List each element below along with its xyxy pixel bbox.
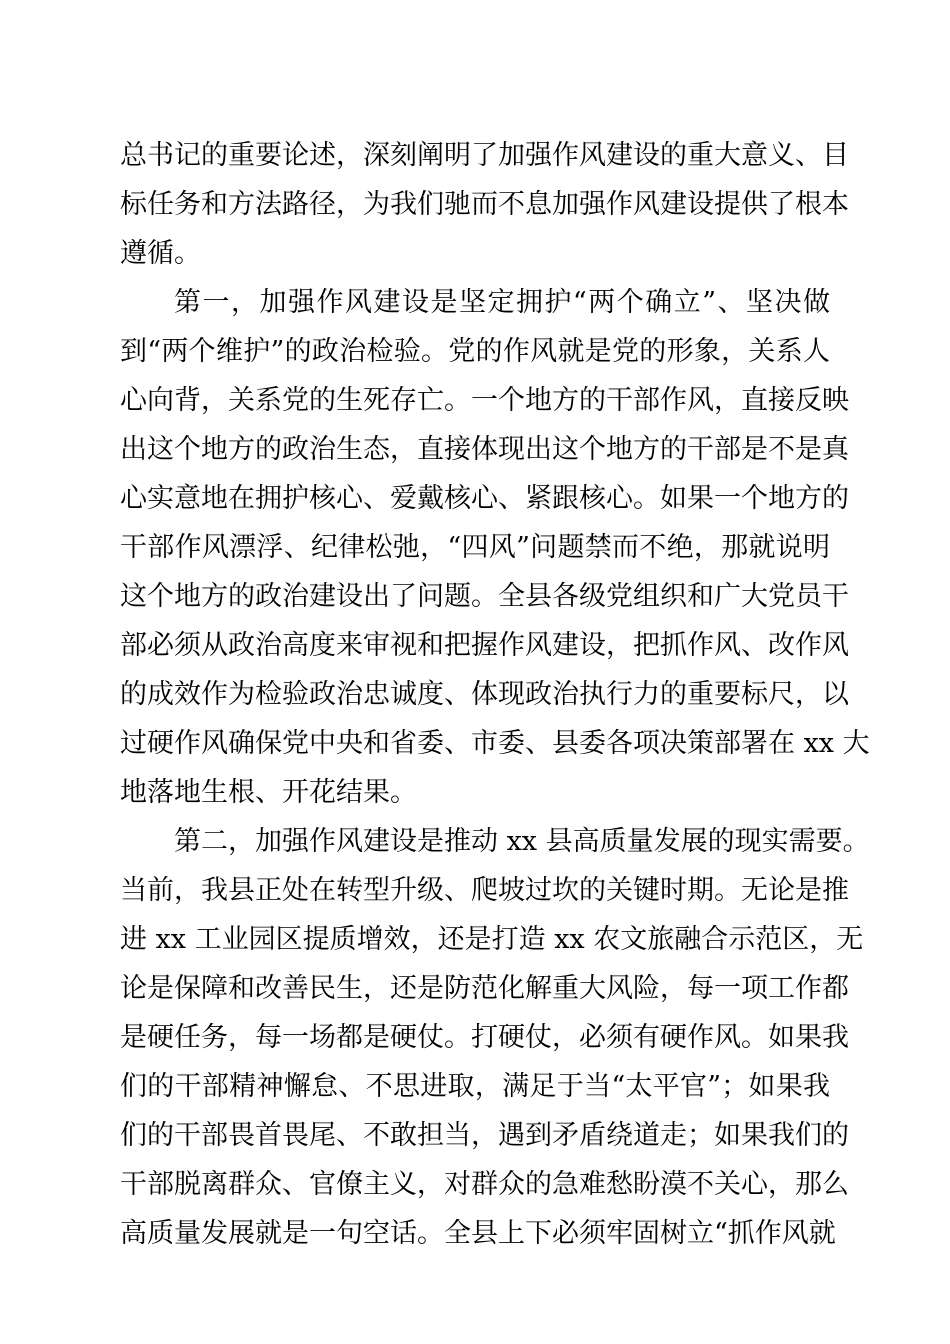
text-line: 遵循。 xyxy=(120,238,201,269)
text-line: 地落地生根、开花结果。 xyxy=(120,777,417,808)
text-line: 心实意地在拥护核心、爱戴核心、紧跟核心。如果一个地方的 xyxy=(120,483,849,514)
text-line: 干部脱离群众、官僚主义，对群众的急难愁盼漠不关心，那么 xyxy=(120,1169,849,1200)
text-line: 过硬作风确保党中央和省委、市委、县委各项决策部署在 xx 大 xyxy=(120,728,870,759)
text-line: 们的干部精神懈怠、不思进取，满足于当“太平官”；如果我 xyxy=(120,1071,830,1102)
text-line: 心向背，关系党的生死存亡。一个地方的干部作风，直接反映 xyxy=(120,385,849,416)
text-line: 当前，我县正处在转型升级、爬坡过坎的关键时期。无论是推 xyxy=(120,875,849,906)
text-line: 是硬任务，每一场都是硬仗。打硬仗，必须有硬作风。如果我 xyxy=(120,1022,849,1053)
paragraph-first-line: 第一，加强作风建设是坚定拥护“两个确立”、坚决做 xyxy=(174,287,830,318)
text-line: 标任务和方法路径，为我们驰而不息加强作风建设提供了根本 xyxy=(120,189,849,220)
text-line: 部必须从政治高度来审视和把握作风建设，把抓作风、改作风 xyxy=(120,630,849,661)
text-line: 论是保障和改善民生，还是防范化解重大风险，每一项工作都 xyxy=(120,973,849,1004)
text-line: 总书记的重要论述，深刻阐明了加强作风建设的重大意义、目 xyxy=(120,140,849,171)
text-line: 到“两个维护”的政治检验。党的作风就是党的形象，关系人 xyxy=(120,336,830,367)
text-line: 干部作风漂浮、纪律松弛，“四风”问题禁而不绝，那就说明 xyxy=(120,532,830,563)
text-line: 出这个地方的政治生态，直接体现出这个地方的干部是不是真 xyxy=(120,434,849,465)
text-line: 这个地方的政治建设出了问题。全县各级党组织和广大党员干 xyxy=(120,581,849,612)
text-line: 的成效作为检验政治忠诚度、体现政治执行力的重要标尺，以 xyxy=(120,679,849,710)
text-line: 们的干部畏首畏尾、不敢担当，遇到矛盾绕道走；如果我们的 xyxy=(120,1120,849,1151)
paragraph-first-line: 第二，加强作风建设是推动 xx 县高质量发展的现实需要。 xyxy=(174,826,870,857)
text-line: 高质量发展就是一句空话。全县上下必须牢固树立“抓作风就 xyxy=(120,1218,836,1249)
text-line: 进 xx 工业园区提质增效，还是打造 xx 农文旅融合示范区，无 xyxy=(120,924,864,955)
